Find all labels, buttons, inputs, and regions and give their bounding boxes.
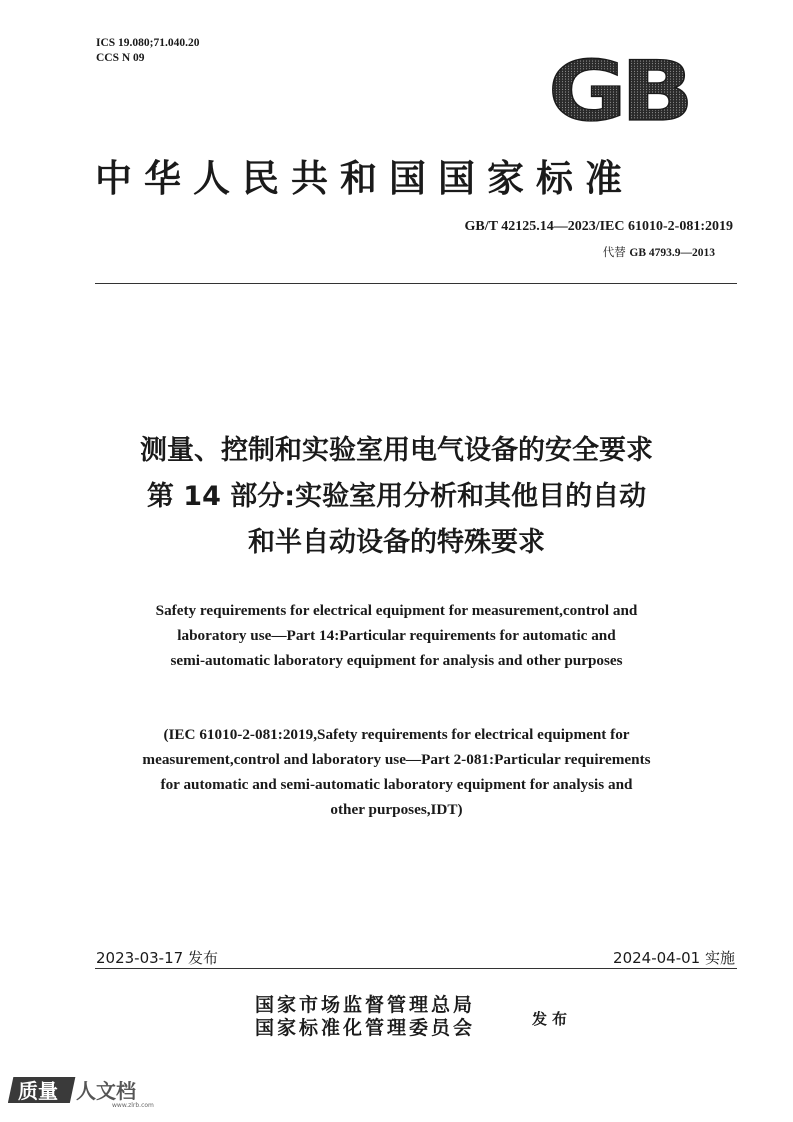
publish-date: 2023-03-17 发布 <box>96 949 218 967</box>
header-divider <box>95 283 737 284</box>
watermark-logo <box>8 1074 158 1108</box>
english-title <box>70 598 723 673</box>
gb-logo-text: GB <box>548 46 688 130</box>
replaces-code: GB 4793.9—2013 <box>629 247 715 259</box>
gb-logo <box>540 46 696 130</box>
classification-codes <box>96 36 200 66</box>
issuing-organizations <box>255 994 475 1040</box>
watermark-part-2: 人文档 <box>76 1079 136 1103</box>
issue-label: 发布 <box>532 1010 573 1028</box>
replaces-prefix: 代替 <box>602 245 626 259</box>
implement-date: 2024-04-01 实施 <box>613 949 735 967</box>
chinese-title-line-3: 和半自动设备的特殊要求 <box>248 527 545 558</box>
watermark-site: www.zlrb.com <box>112 1102 154 1108</box>
iec-title-line-1: (IEC 61010-2-081:2019,Safety requirements for electrical equipment for <box>163 726 630 743</box>
english-title-line-2: laboratory use—Part 14:Particular requirements for automatic and <box>177 627 616 644</box>
watermark-part-1: 质量 <box>18 1079 58 1103</box>
issuer-samr: 国家市场监督管理总局 <box>255 994 476 1016</box>
iec-equivalent-title <box>70 722 723 822</box>
ccs-code: CCS N 09 <box>96 52 145 64</box>
iec-title-line-3: for automatic and semi-automatic laboratory equipment for analysis and <box>160 776 633 793</box>
national-standard-title: 中华人民共和国国家标准 <box>95 156 634 200</box>
footer-divider <box>95 968 737 969</box>
chinese-title <box>60 428 733 566</box>
ics-code: ICS 19.080;71.040.20 <box>96 37 200 49</box>
iec-title-line-4: other purposes,IDT) <box>330 801 463 818</box>
replaces-note <box>603 244 715 260</box>
english-title-line-3: semi-automatic laboratory equipment for analysis and other purposes <box>170 652 623 669</box>
iec-title-line-2: measurement,control and laboratory use—Part 2-081:Particular requirements <box>142 751 651 768</box>
standard-number: GB/T 42125.14—2023/IEC 61010-2-081:2019 <box>464 219 733 234</box>
english-title-line-1: Safety requirements for electrical equipment for measurement,control and <box>155 602 638 619</box>
chinese-title-line-1: 测量、控制和实验室用电气设备的安全要求 <box>140 435 653 466</box>
issuer-sac: 国家标准化管理委员会 <box>255 1017 476 1039</box>
chinese-title-line-2: 第 14 部分:实验室用分析和其他目的自动 <box>146 481 647 512</box>
